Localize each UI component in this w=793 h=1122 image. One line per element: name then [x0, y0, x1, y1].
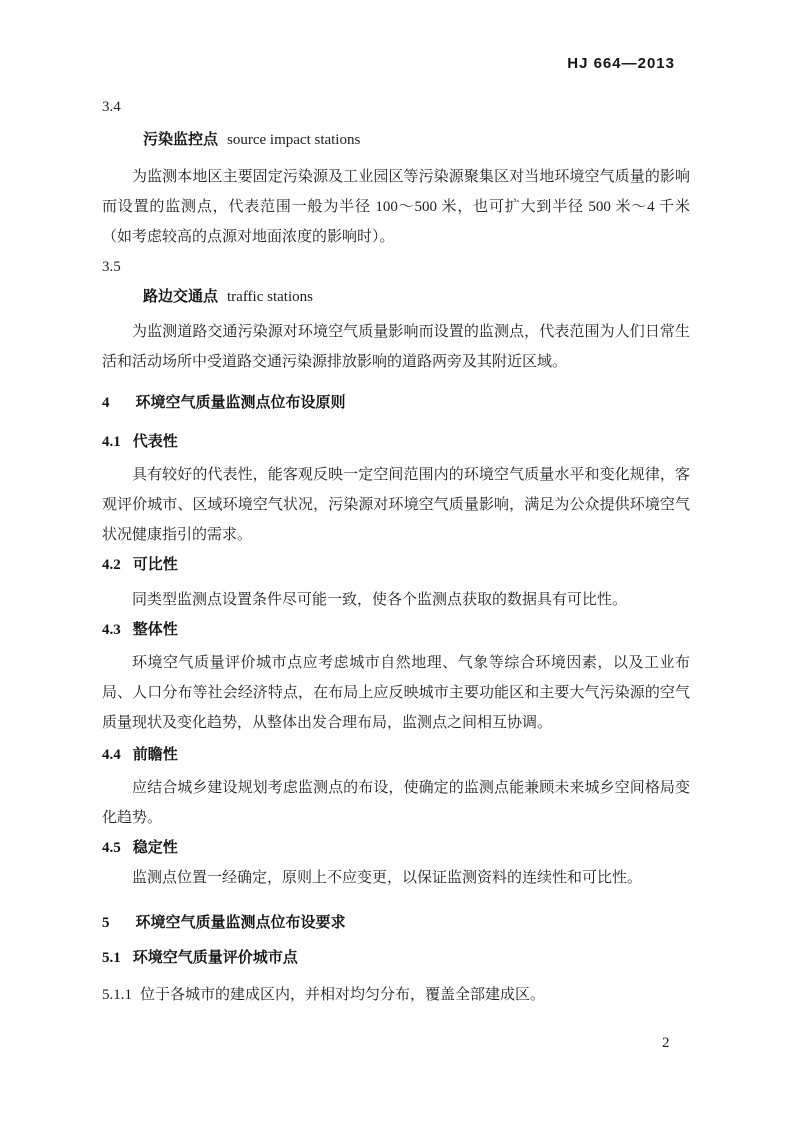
clause-4-5-heading: [102, 833, 690, 863]
clause-4-4-title: 前瞻性: [132, 747, 178, 763]
clause-5-1-1-body: 位于各城市的建成区内，并相对均匀分布，覆盖全部建成区。: [140, 987, 546, 1003]
chapter-4-number: 4: [102, 395, 110, 411]
page-number: 2: [662, 1035, 670, 1051]
clause-5-1-1: [102, 980, 690, 1010]
clause-4-1-body: 具有较好的代表性，能客观反映一定空间范围内的环境空气质量水平和变化规律，客观评价城市、区域环境空气状况，污染源对环境空气质量影响，满足为公众提供环境空气状况健康指引的需求。: [102, 467, 690, 543]
term-3-5-definition: 为监测道路交通污染源对环境空气质量影响而设置的监测点，代表范围为人们日常生活和活动场所中受道路交通污染源排放影响的道路两旁及其附近区域。: [102, 324, 690, 370]
clause-4-1-title: 代表性: [132, 434, 178, 450]
standard-code-header: HJ 664—2013: [567, 55, 675, 72]
clause-4-3-title: 整体性: [132, 622, 178, 638]
chapter-5-title: 环境空气质量监测点位布设要求: [135, 915, 346, 931]
clause-4-3-heading: [102, 615, 690, 645]
clause-5-1-title: 环境空气质量评价城市点: [132, 950, 298, 966]
clause-4-1-number: 4.1: [102, 434, 121, 450]
term-3-5-number: 3.5: [102, 259, 121, 275]
term-3-5-title: [102, 282, 690, 312]
clause-4-5-body: 监测点位置一经确定，原则上不应变更，以保证监测资料的连续性和可比性。: [132, 870, 643, 886]
document-content: [102, 0, 690, 1010]
term-3-4-title: [102, 125, 690, 155]
term-3-4-definition: 为监测本地区主要固定污染源及工业园区等污染源聚集区对当地环境空气质量的影响而设置的监测点，代表范围一般为半径 100～500 米，也可扩大到半径 500 米～4 千米（如考虑较高的点源对地面浓度的影响时）。: [102, 169, 690, 245]
clause-4-5-number: 4.5: [102, 840, 121, 856]
clause-4-4-number: 4.4: [102, 747, 121, 763]
term-3-4-en: source impact stations: [227, 132, 361, 148]
term-3-4-zh: 污染监控点: [143, 132, 219, 148]
clause-4-2-body: 同类型监测点设置条件尽可能一致，使各个监测点获取的数据具有可比性。: [132, 592, 628, 608]
clause-5-1-heading: [102, 943, 690, 973]
clause-4-4-heading: [102, 740, 690, 770]
chapter-5-number: 5: [102, 915, 110, 931]
clause-5-1-number: 5.1: [102, 950, 121, 966]
clause-4-3-body: 环境空气质量评价城市点应考虑城市自然地理、气象等综合环境因素，以及工业布局、人口分布等社会经济特点，在布局上应反映城市主要功能区和主要大气污染源的空气质量现状及变化趋势，从整体出发合理布局，监测点之间相互协调。: [102, 655, 690, 731]
term-3-5-zh: 路边交通点: [143, 289, 219, 305]
clause-4-2-heading: [102, 550, 690, 580]
clause-4-1-heading: [102, 427, 690, 457]
clause-4-2-number: 4.2: [102, 557, 121, 573]
chapter-5-heading: [102, 908, 690, 938]
term-3-5-en: traffic stations: [227, 289, 313, 305]
clause-4-3-number: 4.3: [102, 622, 121, 638]
clause-4-5-title: 稳定性: [132, 840, 178, 856]
clause-5-1-1-number: 5.1.1: [102, 987, 132, 1003]
chapter-4-title: 环境空气质量监测点位布设原则: [135, 395, 346, 411]
clause-4-4-body: 应结合城乡建设规划考虑监测点的布设，使确定的监测点能兼顾未来城乡空间格局变化趋势。: [102, 780, 690, 826]
chapter-4-heading: [102, 388, 690, 418]
term-3-4-number: 3.4: [102, 99, 121, 115]
clause-4-2-title: 可比性: [132, 557, 178, 573]
